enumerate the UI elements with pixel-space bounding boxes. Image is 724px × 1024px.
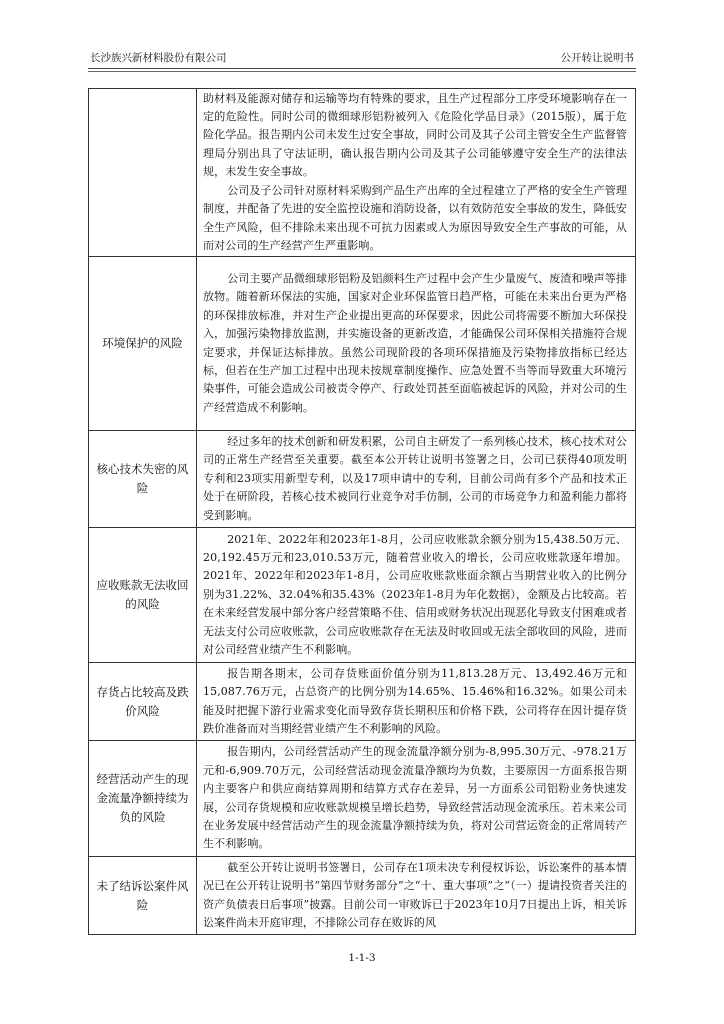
risk-description-cell bbox=[197, 528, 636, 663]
risk-paragraph: 助材料及能源对储存和运输等均有特殊的要求，且生产过程部分工序受环境影响存在一定的危险性。同时公司的微细球形铝粉被列入《危险化学品目录》（2015版），属于危险化学品。报告期内公司未发生过安全事故，同时公司及其子公司主管安全生产监督管理局分别出具了守法证明，确认报告期内公司及其子公司能够遵守安全生产的法律法规，未发生安全事故。 bbox=[203, 91, 627, 179]
risk-paragraph: 报告期内，公司经营活动产生的现金流量净额分别为-8,995.30万元、-978.21万元和-6,909.70万元，公司经营活动现金流量净额均为负数，主要原因一方面系报告期内主要客户和供应商结算周期和结算方式存在差异，另一方面系公司铝粉业务快速发展，公司存货规模和应收账款规模呈增长趋势，导致经营活动现金流承压。若未来公司在业务发展中经营活动产生的现金流量净额持续为负，将对公司营运资金的正常周转产生不利影响。 bbox=[203, 745, 627, 851]
risk-description-cell bbox=[197, 431, 636, 528]
risk-name-cell: 核心技术失密的风险 bbox=[89, 431, 197, 528]
risk-row-litigation bbox=[89, 857, 636, 935]
header-company: 长沙族兴新材料股份有限公司 bbox=[90, 52, 227, 64]
page-header bbox=[88, 50, 636, 66]
risk-name-cell: 环境保护的风险 bbox=[89, 257, 197, 431]
risk-paragraph: 经过多年的技术创新和研发积累，公司自主研发了一系列核心技术，核心技术对公司的正常生产经营至关重要。截至本公开转让说明书签署之日，公司已获得40项发明专利和23项实用新型专利，以及17项申请中的专利，目前公司尚有多个产品和技术正处于在研阶段，若核心技术被同行业竞争对手仿制，公司的市场竞争力和盈利能力都将受到影响。 bbox=[203, 434, 627, 522]
risk-paragraph: 截至公开转让说明书签署日，公司存在1项未决专利侵权诉讼，诉讼案件的基本情况已在公开转让说明书“第四节财务部分”之“十、重大事项”之“（一）提请投资者关注的资产负债表日后事项”披露。目前公司一审败诉已于2023年10月7日提出上诉，相关诉讼案件尚未开庭审理，不排除公司存在败诉的风 bbox=[203, 860, 627, 929]
risk-row-core-tech bbox=[89, 431, 636, 528]
risk-paragraph: 2021年、2022年和2023年1-8月，公司应收账款余额分别为15,438.50万元、20,192.45万元和23,010.53万元，随着营业收入的增长，公司应收账款逐年增加。2021年、2022年和2023年1-8月，公司应收账款账面余额占当期营业收入的比例分别为31.22%、32.04%和35.43%（2023年1-8月为年化数据），金额及占比较高。若在未来经营发展中部分客户经营策略不佳、信用或财务状况出现恶化导致支付困难或者无法支付公司应收账款，公司应收账款存在无法及时收回或无法全部收回的风险，进而对公司经营业绩产生不利影响。 bbox=[203, 532, 627, 657]
risk-description-cell bbox=[197, 663, 636, 741]
risk-name-cell: 经营活动产生的现金流量净额持续为负的风险 bbox=[89, 741, 197, 857]
risk-description-cell bbox=[197, 857, 636, 935]
header-rule bbox=[88, 68, 636, 69]
risk-name-cell: 未了结诉讼案件风险 bbox=[89, 857, 197, 935]
risk-name-cell bbox=[89, 89, 197, 257]
risk-description-cell bbox=[197, 89, 636, 257]
risk-row-cash-flow bbox=[89, 741, 636, 857]
header-doc-title: 公开转让说明书 bbox=[560, 52, 634, 64]
risk-row-environment bbox=[89, 257, 636, 431]
page-number: 1-1-3 bbox=[348, 952, 376, 964]
risk-row-receivables bbox=[89, 528, 636, 663]
risk-row-safety bbox=[89, 89, 636, 257]
risk-paragraph: 报告期各期末，公司存货账面价值分别为11,813.28万元、13,492.46万元和15,087.76万元，占总资产的比例分别为14.65%、15.46%和16.32%。如果公司未能及时把握下游行业需求变化而导致存货长期积压和价格下跌，公司将存在因计提存货跌价准备而对当期经营业绩产生不利影响的风险。 bbox=[203, 666, 627, 735]
risk-paragraph: 公司主要产品微细球形铝粉及铝颜料生产过程中会产生少量废气、废渣和噪声等排放物。随着新环保法的实施，国家对企业环保监管日趋严格，可能在未来出台更为严格的环保排放标准，并对生产企业提出更高的环保要求，因此公司将需要不断加大环保投入，加强污染物排放监测，并实施设备的更新改造，才能确保公司环保相关措施符合规定要求，并保证达标排放。虽然公司现阶段的各项环保措施及污染物排放指标已经达标，但若在生产加工过程中出现未按规章制度操作、应急处置不当等而导致重大环境污染事件，可能会造成公司被责令停产、行政处罚甚至面临被起诉的风险，并对公司的生产经营造成不利影响。 bbox=[203, 271, 627, 414]
header-rule-thin bbox=[88, 71, 636, 72]
risk-row-inventory bbox=[89, 663, 636, 741]
risk-paragraph: 公司及子公司针对原材料采购到产品生产出库的全过程建立了严格的安全生产管理制度，并配备了先进的安全监控设施和消防设备，以有效防范安全事故的发生，降低安全生产风险，但不排除未来出现不可抗力因素或人为原因导致安全生产事故的可能，从而对公司的生产经营产生严重影响。 bbox=[203, 183, 627, 252]
risk-description-cell bbox=[197, 741, 636, 857]
risk-name-cell: 应收账款无法收回的风险 bbox=[89, 528, 197, 663]
risk-table bbox=[88, 88, 636, 935]
risk-name-cell: 存货占比较高及跌价风险 bbox=[89, 663, 197, 741]
risk-description-cell bbox=[197, 257, 636, 431]
